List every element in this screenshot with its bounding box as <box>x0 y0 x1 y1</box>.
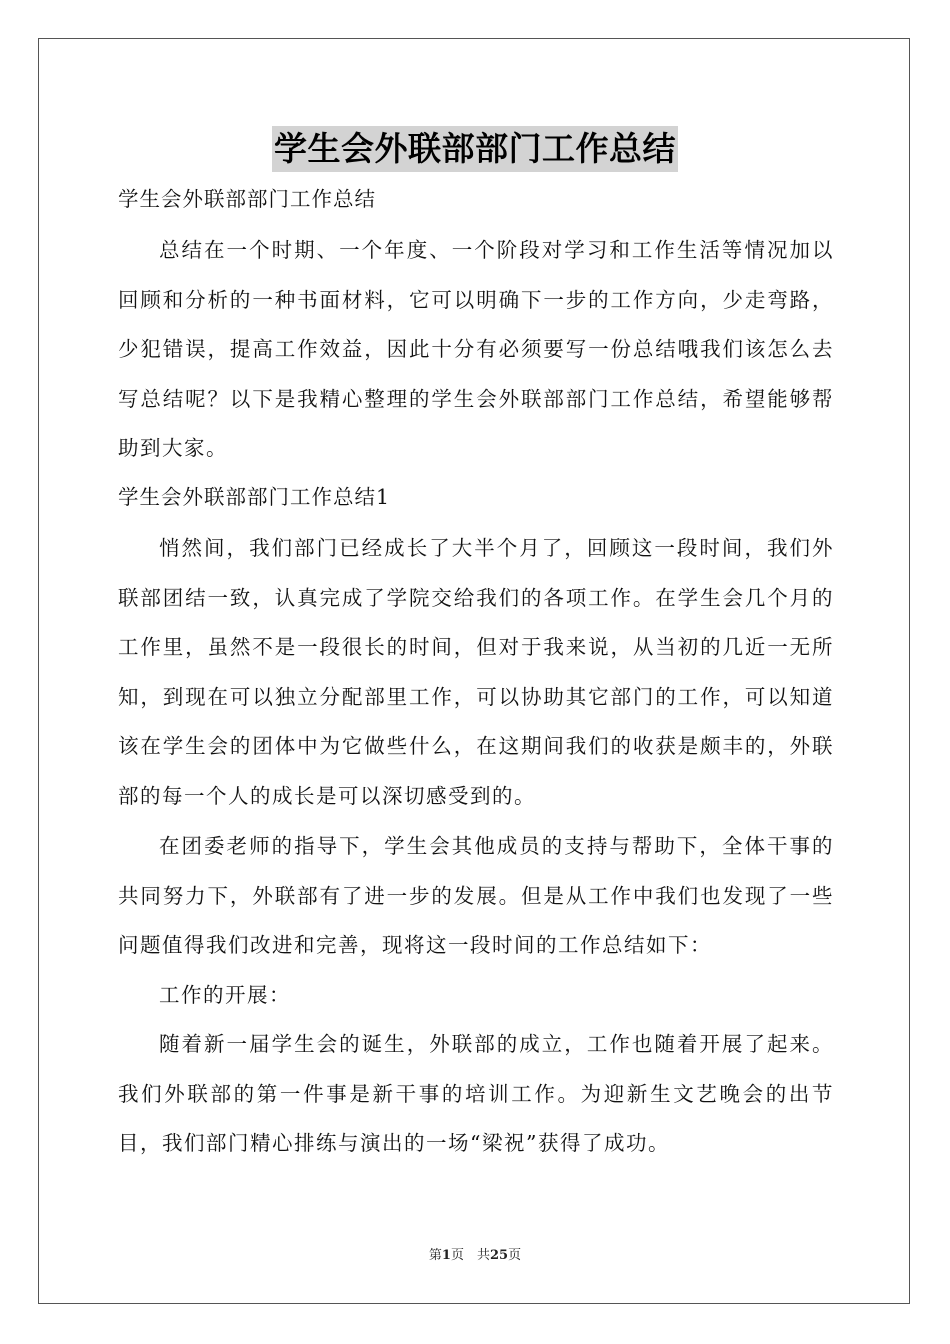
page-middle: 页 共 <box>450 1248 490 1263</box>
body-paragraph-1: 悄然间，我们部门已经成长了大半个月了，回顾这一段时间，我们外联部团结一致，认真完成了学院交给我们的各项工作。在学生会几个月的工作里，虽然不是一段很长的时间，但对于我来说，从当初的几近一无所知，到现在可以独立分配部里工作，可以协助其它部门的工作，可以知道该在学生会的团体中为它做些什么，在这期间我们的收获是颇丰的，外联部的每一个人的成长是可以深切感受到的。 <box>118 536 834 808</box>
body-paragraph-2: 在团委老师的指导下，学生会其他成员的支持与帮助下，全体干事的共同努力下，外联部有了进一步的发展。但是从工作中我们也发现了一些问题值得我们改进和完善，现将这一段时间的工作总结如下： <box>118 834 834 958</box>
page-number-footer <box>0 1246 950 1266</box>
section-heading: 学生会外联部部门工作总结1 <box>118 485 391 509</box>
total-pages: 25 <box>489 1248 509 1263</box>
body-paragraph-3: 工作的开展： <box>159 983 291 1007</box>
page-prefix: 第 <box>428 1248 442 1263</box>
title-container <box>0 126 950 172</box>
current-page: 1 <box>441 1248 451 1263</box>
body-paragraph-4: 随着新一届学生会的诞生，外联部的成立，工作也随着开展了起来。我们外联部的第一件事是新干事的培训工作。为迎新生文艺晚会的出节目，我们部门精心排练与演出的一场“梁祝”获得了成功。 <box>118 1032 834 1156</box>
document-subtitle: 学生会外联部部门工作总结 <box>118 187 376 211</box>
page-suffix: 页 <box>508 1248 522 1263</box>
intro-paragraph: 总结在一个时期、一个年度、一个阶段对学习和工作生活等情况加以回顾和分析的一种书面材料，它可以明确下一步的工作方向，少走弯路，少犯错误，提高工作效益，因此十分有必须要写一份总结哦我们该怎么去写总结呢？以下是我精心整理的学生会外联部部门工作总结，希望能够帮助到大家。 <box>118 238 834 461</box>
document-title: 学生会外联部部门工作总结 <box>272 126 678 172</box>
